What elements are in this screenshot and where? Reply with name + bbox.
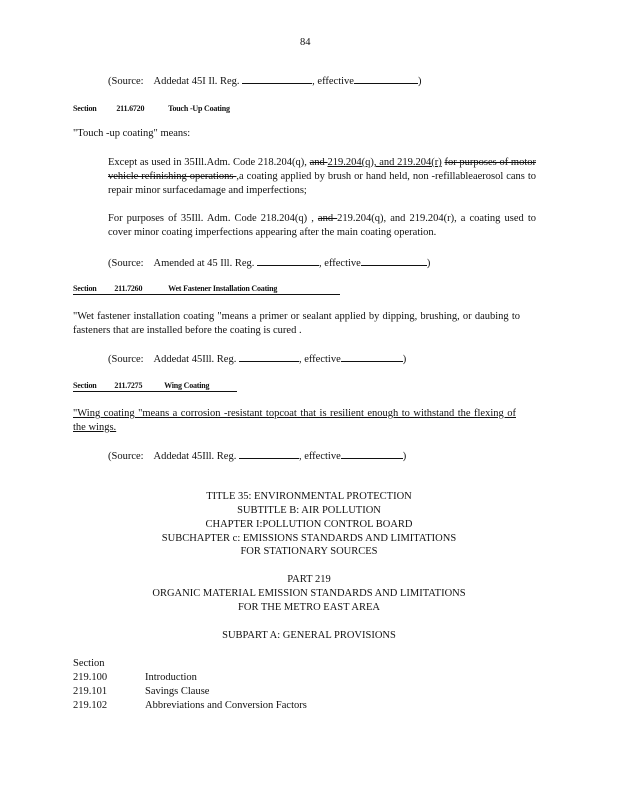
subpart-heading: SUBPART A: GENERAL PROVISIONS [222,630,396,641]
source-close: ) [402,451,407,462]
para-text: , [304,157,310,168]
source-text: Addedat 45Ill. Reg. [153,451,237,462]
section-heading [73,104,230,113]
source-close: ) [417,76,422,87]
part-heading-line: ORGANIC MATERIAL EMISSION STANDARDS AND LIMITATIONS [152,588,466,599]
subtitle-heading-line: SUBTITLE B: AIR POLLUTION [237,505,381,516]
section-underline [73,294,340,295]
section-number: 211.6720 [116,104,145,113]
page-number: 84 [300,37,311,48]
toc-header: Section [73,658,105,669]
para-text: For purposes of 35Ill. Adm. Code 218.204(q) , [108,213,318,224]
section-label: Section [73,284,97,293]
section-number: 211.7260 [114,284,143,293]
effective-label: , effective [312,76,354,87]
section-label: Section [73,104,97,113]
source-label: (Source: [108,354,144,365]
section-title: Touch -Up Coating [168,104,230,113]
subchapter-heading-line: FOR STATIONARY SOURCES [240,546,378,557]
source-text: Addedat 45Ill. Reg. [153,354,237,365]
source-close: ) [402,354,407,365]
section-heading [73,284,277,293]
blank-line [242,74,312,84]
section-label: Section [73,381,97,390]
part-heading-line: PART 219 [287,574,331,585]
section-heading [73,381,209,390]
title-heading-line: TITLE 35: ENVIRONMENTAL PROTECTION [206,491,412,502]
subchapter-heading-line: SUBCHAPTER c: EMISSIONS STANDARDS AND LIMITATIONS [161,533,457,544]
source-close: ) [426,258,431,269]
blank-line [341,352,403,362]
source-label: (Source: [108,76,144,87]
effective-label: , effective [298,354,341,365]
definition-paragraph [73,407,516,435]
blank-line [239,449,299,459]
toc-title: Savings Clause [145,686,210,697]
source-text: Addedat 45I Il. Reg. [153,76,240,87]
deleted-text: and [317,213,338,224]
toc-number: 219.100 [73,672,108,683]
section-number: 211.7275 [114,381,143,390]
definition-paragraph [108,156,536,198]
inserted-text: "Wing coating "means a corrosion -resistant topcoat that is resilient enough to withstand the flexing of the wings. [73,408,516,433]
section-title: Wing Coating [164,381,210,390]
deleted-text: and [309,157,328,168]
para-text: Except as used in 35Ill.Adm. Code 218.204(q) [108,157,305,168]
section-title: Wet Fastener Installation Coating [168,284,278,293]
toc-title: Introduction [145,672,197,683]
chapter-heading-line: CHAPTER I:POLLUTION CONTROL BOARD [205,519,413,530]
section-underline [73,391,237,392]
para-text: ,a coating applied by brush or hand held, non -refillableaerosol cans to repair minor surfacedamage and imperfections; [108,171,537,196]
source-line [108,74,421,87]
para-text: 219.204(q), and 219.204(r), a coating used to cover minor coating imperfections appearing after the main coating operation. [108,213,536,238]
inserted-text: 219.204(r) [397,157,442,168]
source-line [108,449,406,462]
definition-term: "Touch -up coating" means: [73,128,191,139]
toc-title: Abbreviations and Conversion Factors [145,700,307,711]
inserted-text: 219.204(q), and [327,157,398,168]
part-heading-line: FOR THE METRO EAST AREA [238,602,380,613]
source-text: Amended at 45 Ill. Reg. [153,258,255,269]
definition-paragraph [108,212,536,240]
blank-line [361,256,427,266]
blank-line [257,256,319,266]
toc-row [73,686,209,697]
source-label: (Source: [108,258,144,269]
blank-line [341,449,403,459]
source-line [108,256,430,269]
effective-label: , effective [298,451,341,462]
blank-line [239,352,299,362]
toc-number: 219.102 [73,700,108,711]
deleted-text: for purposes of motor vehicle refinishing operations [108,157,537,182]
source-label: (Source: [108,451,144,462]
toc-number: 219.101 [73,686,108,697]
blank-line [354,74,418,84]
toc-row [73,672,197,683]
source-line [108,352,406,365]
toc-row [73,700,307,711]
definition-paragraph [73,310,520,338]
para-text: "Wet fastener installation coating "means a primer or sealant applied by dipping, brushing, or daubing to fasteners that are installed before the coating is cured . [73,311,520,336]
effective-label: , effective [319,258,361,269]
